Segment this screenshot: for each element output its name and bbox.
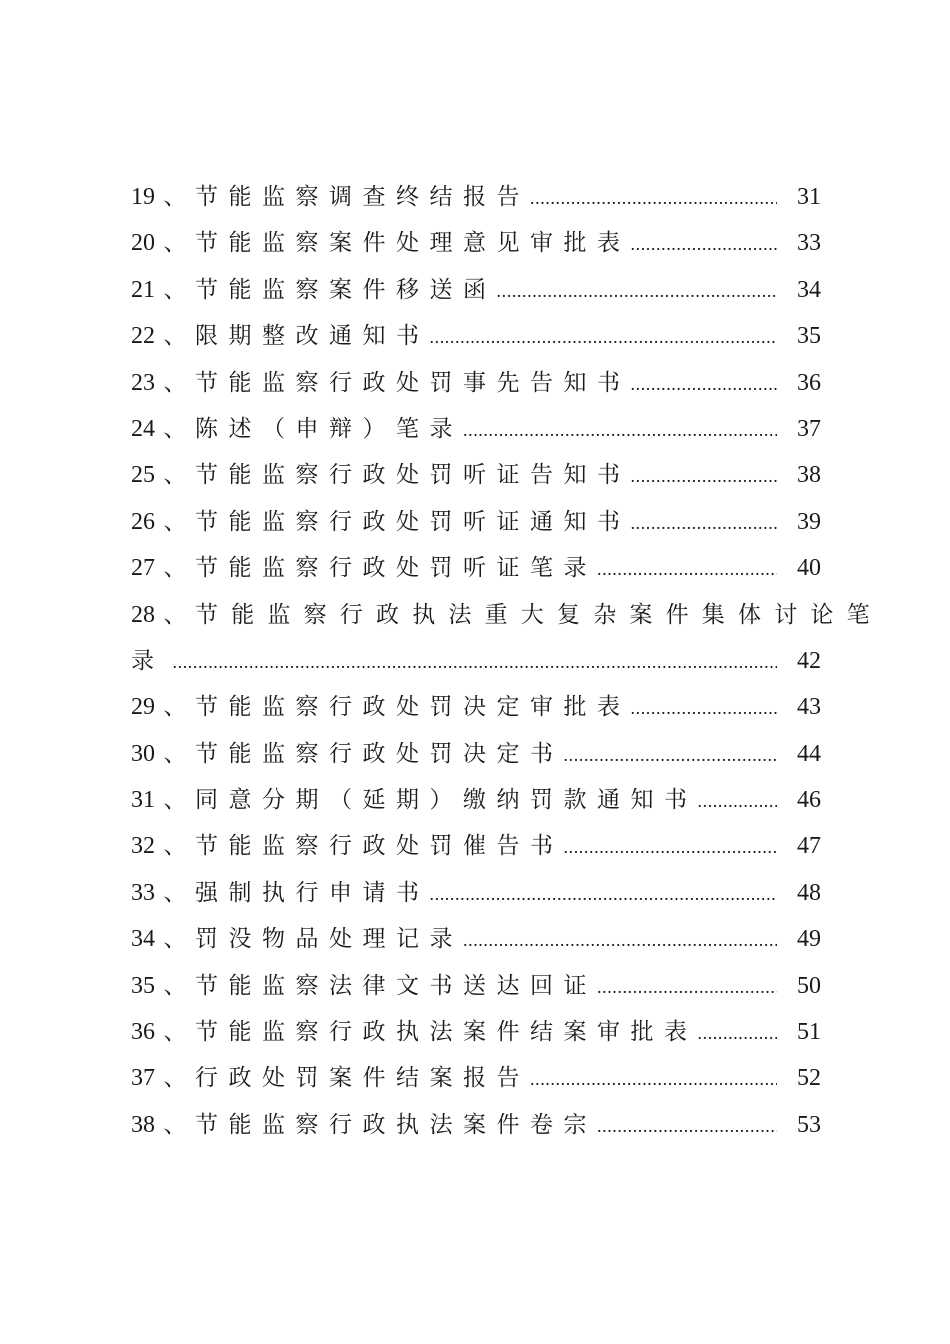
toc-entry[interactable] xyxy=(131,267,821,313)
entry-number: 34 xyxy=(131,926,155,953)
dot-leader xyxy=(597,1103,777,1149)
entry-title: 行政处罚案件结案报告 xyxy=(195,1065,530,1092)
entry-number: 35 xyxy=(131,972,155,999)
entry-page-number: 39 xyxy=(797,508,821,535)
entry-page-number: 53 xyxy=(797,1111,821,1138)
entry-separator: 、 xyxy=(163,601,187,628)
toc-entry[interactable] xyxy=(131,731,821,777)
entry-number: 26 xyxy=(131,508,155,535)
dot-leader xyxy=(430,871,778,917)
dot-leader xyxy=(530,1056,777,1102)
entry-title: 节能监察行政执法案件卷宗 xyxy=(195,1111,597,1138)
entry-separator: 、 xyxy=(163,740,187,767)
toc-entry[interactable] xyxy=(131,313,821,359)
entry-separator: 、 xyxy=(163,1019,187,1046)
entry-page-number: 35 xyxy=(797,323,821,350)
dot-leader xyxy=(463,917,777,963)
entry-number: 19 xyxy=(131,184,155,210)
toc-entry[interactable] xyxy=(131,545,821,591)
dot-leader xyxy=(698,1010,778,1056)
entry-number: 21 xyxy=(131,276,155,303)
dot-leader xyxy=(631,500,778,546)
toc-entry[interactable] xyxy=(131,963,821,1009)
entry-title: 限期整改通知书 xyxy=(195,323,430,350)
toc-entry[interactable] xyxy=(131,1102,821,1148)
toc-entry[interactable] xyxy=(131,406,821,452)
entry-page-number: 40 xyxy=(797,555,821,582)
entry-separator: 、 xyxy=(163,369,187,396)
dot-leader xyxy=(631,453,778,499)
entry-page-number: 33 xyxy=(797,230,821,257)
entry-separator: 、 xyxy=(163,508,187,535)
toc-entry[interactable] xyxy=(131,870,821,916)
dot-leader xyxy=(597,964,777,1010)
toc-entry[interactable] xyxy=(131,916,821,962)
entry-number: 23 xyxy=(131,369,155,396)
entry-number: 36 xyxy=(131,1019,155,1046)
toc-entry[interactable] xyxy=(131,823,821,869)
entry-page-number: 49 xyxy=(797,926,821,953)
toc-entry[interactable] xyxy=(131,777,821,823)
entry-number: 38 xyxy=(131,1111,155,1138)
entry-separator: 、 xyxy=(163,230,187,257)
entry-page-number: 36 xyxy=(797,369,821,396)
entry-page-number: 31 xyxy=(797,184,821,210)
entry-separator: 、 xyxy=(163,833,187,860)
dot-leader xyxy=(430,314,778,360)
entry-page-number: 34 xyxy=(797,276,821,303)
entry-title: 节能监察行政处罚听证告知书 xyxy=(195,462,631,489)
entry-title: 节能监察行政处罚听证笔录 xyxy=(195,555,597,582)
entry-number: 37 xyxy=(131,1065,155,1092)
entry-separator: 、 xyxy=(163,555,187,582)
entry-separator: 、 xyxy=(163,1111,187,1138)
entry-page-number: 47 xyxy=(797,833,821,860)
entry-number: 32 xyxy=(131,833,155,860)
entry-number: 28 xyxy=(131,601,155,628)
entry-separator: 、 xyxy=(163,462,187,489)
toc-entry[interactable] xyxy=(131,174,821,220)
entry-number: 27 xyxy=(131,555,155,582)
dot-leader xyxy=(631,361,778,407)
entry-title: 节能监察行政处罚决定审批表 xyxy=(195,694,631,721)
toc-entry[interactable] xyxy=(131,1055,821,1101)
toc-entry[interactable] xyxy=(131,360,821,406)
entry-number: 29 xyxy=(131,694,155,721)
entry-title-continuation: 录 xyxy=(131,647,165,674)
entry-separator: 、 xyxy=(163,1065,187,1092)
entry-number: 22 xyxy=(131,323,155,350)
entry-number: 24 xyxy=(131,415,155,442)
entry-title: 节能监察行政处罚听证通知书 xyxy=(195,508,631,535)
entry-page-number: 43 xyxy=(797,694,821,721)
entry-number: 30 xyxy=(131,740,155,767)
dot-leader xyxy=(564,732,778,778)
toc-entry-wrapped-line-1[interactable] xyxy=(131,592,883,638)
entry-title: 罚没物品处理记录 xyxy=(195,926,463,953)
dot-leader xyxy=(564,824,778,870)
toc-entry[interactable] xyxy=(131,452,821,498)
entry-number: 25 xyxy=(131,462,155,489)
entry-title: 节能监察行政处罚催告书 xyxy=(195,833,564,860)
entry-separator: 、 xyxy=(163,276,187,303)
toc-entry[interactable] xyxy=(131,1009,821,1055)
entry-separator: 、 xyxy=(163,323,187,350)
entry-number: 20 xyxy=(131,230,155,257)
entry-title: 节能监察案件处理意见审批表 xyxy=(195,230,631,257)
entry-title: 节能监察行政处罚决定书 xyxy=(195,740,564,767)
entry-page-number: 38 xyxy=(797,462,821,489)
entry-separator: 、 xyxy=(163,787,187,814)
dot-leader xyxy=(173,639,778,685)
toc-entry-wrapped-line-2[interactable] xyxy=(131,638,821,684)
entry-page-number: 52 xyxy=(797,1065,821,1092)
entry-separator: 、 xyxy=(163,926,187,953)
entry-number: 33 xyxy=(131,879,155,906)
entry-title: 强制执行申请书 xyxy=(195,879,430,906)
toc-entry[interactable] xyxy=(131,220,821,266)
toc-entry[interactable] xyxy=(131,499,821,545)
entry-page-number: 48 xyxy=(797,879,821,906)
dot-leader xyxy=(530,175,777,221)
entry-page-number: 42 xyxy=(797,647,821,674)
dot-leader xyxy=(631,221,778,267)
dot-leader xyxy=(631,685,778,731)
entry-title: 陈述（申辩）笔录 xyxy=(195,415,463,442)
entry-page-number: 46 xyxy=(797,787,821,814)
entry-separator: 、 xyxy=(163,694,187,721)
entry-number: 31 xyxy=(131,787,155,814)
entry-title: 节能监察调查终结报告 xyxy=(195,184,530,210)
dot-leader xyxy=(497,268,778,314)
entry-title: 同意分期（延期）缴纳罚款通知书 xyxy=(195,787,698,814)
dot-leader xyxy=(698,778,778,824)
entry-page-number: 44 xyxy=(797,740,821,767)
entry-title: 节能监察案件移送函 xyxy=(195,276,497,303)
entry-separator: 、 xyxy=(163,972,187,999)
entry-separator: 、 xyxy=(163,415,187,442)
entry-page-number: 51 xyxy=(797,1019,821,1046)
table-of-contents xyxy=(131,174,883,1148)
entry-page-number: 37 xyxy=(797,415,821,442)
entry-title: 节能监察法律文书送达回证 xyxy=(195,972,597,999)
entry-separator: 、 xyxy=(163,879,187,906)
dot-leader xyxy=(597,546,777,592)
entry-page-number: 50 xyxy=(797,972,821,999)
dot-leader xyxy=(463,407,777,453)
entry-title: 节能监察行政处罚事先告知书 xyxy=(195,369,631,396)
entry-title: 节能监察行政执法重大复杂案件集体讨论笔 xyxy=(195,601,883,628)
entry-title: 节能监察行政执法案件结案审批表 xyxy=(195,1019,698,1046)
toc-entry[interactable] xyxy=(131,684,821,730)
entry-separator: 、 xyxy=(163,184,187,210)
